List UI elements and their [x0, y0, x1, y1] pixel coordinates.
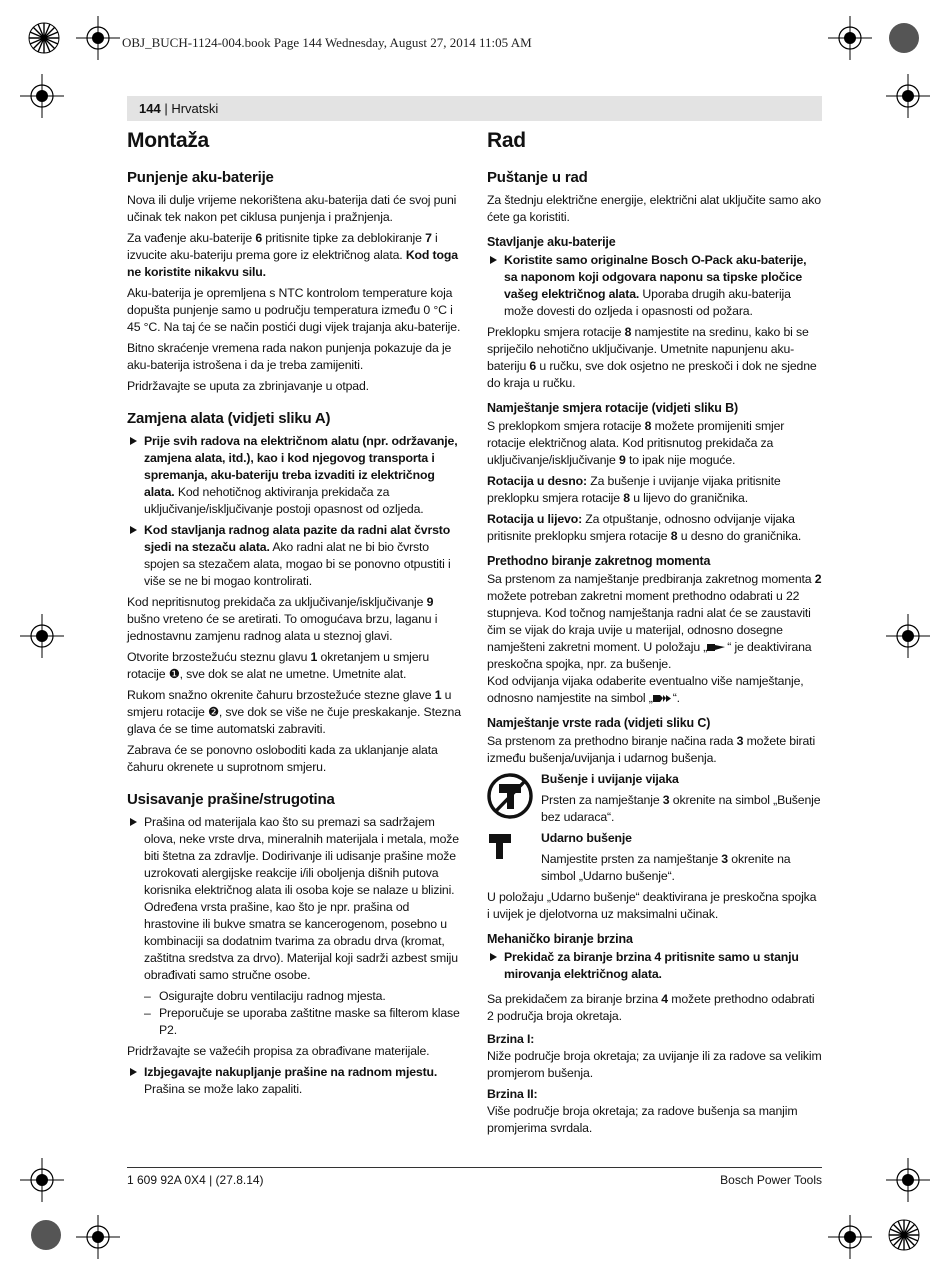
step-1-circle-icon: ❶ [168, 667, 180, 681]
bullet-item: Prije svih radova na električnom alatu (npr. održavanje, zamjena alata, itd.), kao i kod njegovog transporta i spremanja, aku-bateriju treba izvaditi iz električnog alata. Kod nehotičnog aktiviranja prekidača za uključivanje/isključivanje postoji opasnost od ozljeda. [127, 433, 462, 518]
screw-symbol-icon [653, 694, 673, 703]
crosshair-target-icon [20, 1158, 64, 1202]
bullet-item: Prekidač za biranje brzina 4 pritisnite samo u stanju mirovanja električnog alata. [487, 949, 822, 983]
paragraph: Pridržavajte se važećih propisa za obrađivane materijale. [127, 1044, 430, 1058]
mode-title: Udarno bušenje [541, 831, 632, 845]
paragraph: Kod nepritisnutog prekidača za uključivanje/isključivanje 9 bušno vreteno će se aretirati. To omogućava brzu, laganu i jednostavnu zamjenu radnog alata u steznoj glavi. [127, 595, 438, 643]
print-slug: OBJ_BUCH-1124-004.book Page 144 Wednesday, August 27, 2014 11:05 AM [122, 35, 532, 50]
paragraph: Aku-baterija je opremljena s NTC kontrolom temperature koja dopušta punjenje samo u području temperatura između 0 °C i 45 °C. Na taj će se način postići dugi vijek trajanja aku-baterije. [127, 286, 461, 334]
bullet-item: Prašina od materijala kao što su premazi sa sadržajem olova, neke vrste drva, mineralnih materijala i metala, može biti štetna za zdravlje. Dodirivanje ili udisanje prašine može uzrokovati alergijske reakcije i/ili oboljenja dišnih putova korisnika električnog alata ili osoba koje se nalaze u blizini. Određena vrsta prašine, kao što je npr. prašina od hrastovine ili bukve smatra se kancerogenom, posebno u kombinaciji sa dodatnim tvarima za obradu drva (kromat, zaštitna sredstva za drvo). Materijal koji sadrži azbest smiju obrađivati samo stručne osobe. [127, 814, 462, 984]
mode-hammer-drilling [487, 830, 822, 885]
paragraph: Sa prstenom za namještanje predbiranja zakretnog momenta 2 možete potreban zakretni moment prethodno odabrati u 22 stupnjeva. Kod točnog namještanja radni alat će se zaustaviti čim se vijak do kraja uvije u materijal, odnosno dosegne namješteni zakretni moment. U položaju „ “ je deaktivirana preskočna spojka, npr. za bušenje. [487, 572, 822, 671]
crosshair-target-icon [76, 16, 120, 60]
mode-drilling [487, 771, 822, 826]
paragraph: Sa prekidačem za biranje brzina 4 možete prethodno odabrati 2 područja broja okretaja. [487, 992, 815, 1023]
paragraph: S preklopkom smjera rotacije 8 možete promijeniti smjer rotacije električnog alata. Kod pritisnutog prekidača za uključivanje/isključivanje 9 to ipak nije moguće. [487, 419, 785, 467]
section-title-rad: Rad [487, 129, 526, 152]
page-header [139, 101, 218, 116]
paragraph: Za štednju električne energije, električni alat uključite samo ako ćete ga koristiti. [487, 193, 821, 224]
paragraph: Rotacija u lijevo: Za otpuštanje, odnosno odvijanje vijaka pritisnite preklopku smjera rotacije 8 u desno do graničnika. [487, 512, 802, 543]
heading-rotation-direction: Namještanje smjera rotacije (vidjeti sliku B) [487, 401, 738, 415]
paragraph: Preklopku smjera rotacije 8 namjestite na sredinu, kako bi se spriječilo nehotično uključivanje. Umetnite napunjenu aku-bateriju 6 u ručku, sve dok osjetno ne preskoči i dok ne sjedne do kraja u ručku. [487, 325, 817, 390]
drill-symbol-icon [707, 643, 727, 652]
crosshair-target-icon [886, 1158, 930, 1202]
heading-battery-charging: Punjenje aku-baterije [127, 169, 274, 186]
footer-doc-number: 1 609 92A 0X4 | (27.8.14) [127, 1173, 264, 1187]
bullet-item: Koristite samo originalne Bosch O-Pack aku-baterije, sa naponom koji odgovara naponu sa tipske pločice vašeg električnog alata. Uporaba drugih aku-baterija može dovesti do ozljeda i opasnosti od požara. [487, 252, 822, 320]
crosshair-target-icon [886, 74, 930, 118]
paragraph: Sa prstenom za prethodno biranje načina rada 3 možete birati između bušenja/uvijanja i udarnog bušenja. [487, 734, 816, 765]
bullet-item: Kod stavljanja radnog alata pazite da radni alat čvrsto sjedi na stezaču alata. Ako radni alat ne bi bio čvrsto spojen sa stezačem alata, mogao bi se ponovno otpustiti i više se ne bi mogao kontrolirati. [127, 522, 462, 590]
heading-battery-insert: Stavljanje aku-baterije [487, 235, 616, 249]
heading-dust-extraction: Usisavanje prašine/strugotina [127, 791, 335, 808]
heading-tool-change: Zamjena alata (vidjeti sliku A) [127, 410, 331, 427]
mode-title: Bušenje i uvijanje vijaka [541, 772, 679, 786]
left-column [127, 128, 462, 1102]
grey-dot-icon [30, 1219, 62, 1251]
hammer-drill-icon [487, 832, 533, 878]
header-separator: | [160, 101, 172, 116]
step-2-circle-icon: ❷ [207, 705, 219, 719]
crosshair-target-icon [20, 74, 64, 118]
page-header-band [127, 96, 822, 121]
star-target-icon [28, 22, 60, 54]
crosshair-target-icon [886, 614, 930, 658]
paragraph: Nova ili dulje vrijeme nekorištena aku-baterija dati će svoj puni učinak tek nakon pet ciklusa punjenja i pražnjenja. [127, 193, 457, 224]
crosshair-target-icon [76, 1215, 120, 1259]
paragraph: Rukom snažno okrenite čahuru brzostežuće stezne glave 1 u smjeru rotacije ❷, sve dok se više ne čuje preskakanje. Stezna glava će se time automatski zabraviti. [127, 688, 461, 736]
grey-dot-icon [888, 22, 920, 54]
paragraph: Pridržavajte se uputa za zbrinjavanje u otpad. [127, 379, 369, 393]
paragraph: Više područje broja okretaja; za radove bušenja sa manjim promjerima svrdala. [487, 1104, 798, 1135]
footer-rule [127, 1167, 822, 1168]
dash-item: – Osigurajte dobru ventilaciju radnog mjesta. [127, 988, 462, 1005]
right-column [487, 128, 822, 1141]
mode-text: Namjestite prsten za namještanje 3 okrenite na simbol „Udarno bušenje“. [541, 852, 791, 883]
page-number: 144 [139, 101, 161, 116]
dash-item: – Preporučuje se uporaba zaštitne maske sa filterom klase P2. [127, 1005, 462, 1039]
gear-2-label: Brzina II: [487, 1087, 538, 1101]
mode-text: Prsten za namještanje 3 okrenite na simbol „Bušenje bez udaraca“. [541, 793, 821, 824]
paragraph: Za vađenje aku-baterije 6 pritisnite tipke za deblokiranje 7 i izvucite aku-bateriju prema gore iz električnog alata. Kod toga ne koristite nikakvu silu. [127, 231, 458, 279]
bullet-item: Izbjegavajte nakupljanje prašine na radnom mjestu. Prašina se može lako zapaliti. [127, 1064, 462, 1098]
crosshair-target-icon [828, 16, 872, 60]
header-language: Hrvatski [171, 101, 219, 116]
heading-operating-mode: Namještanje vrste rada (vidjeti sliku C) [487, 716, 711, 730]
footer-brand: Bosch Power Tools [720, 1173, 822, 1187]
section-title-montaza: Montaža [127, 129, 209, 152]
heading-start-up: Puštanje u rad [487, 169, 588, 186]
gear-1-label: Brzina I: [487, 1032, 535, 1046]
paragraph: U položaju „Udarno bušenje“ deaktivirana je preskočna spojka i uvijek je djelotvorna uz maksimalni učinak. [487, 890, 817, 921]
crosshair-target-icon [828, 1215, 872, 1259]
heading-torque-preselection: Prethodno biranje zakretnog momenta [487, 554, 711, 568]
paragraph: Bitno skraćenje vremena rada nakon punjenja pokazuje da je aku-baterija istrošena i da je treba zamijeniti. [127, 341, 452, 372]
paragraph: Niže područje broja okretaja; za uvijanje ili za radove sa velikim promjerom bušenja. [487, 1049, 822, 1080]
paragraph: Rotacija u desno: Za bušenje i uvijanje vijaka pritisnite preklopku smjera rotacije 8 u lijevo do graničnika. [487, 474, 781, 505]
drill-no-impact-icon [487, 773, 533, 819]
heading-gear-selection: Mehaničko biranje brzina [487, 932, 633, 946]
paragraph: Kod odvijanja vijaka odaberite eventualno više namještanje, odnosno namjestite na simbol „ “. [487, 674, 804, 705]
paragraph: Otvorite brzostežuću steznu glavu 1 okretanjem u smjeru rotacije ❶, sve dok se alat ne umetne. Umetnite alat. [127, 650, 430, 681]
star-target-icon [888, 1219, 920, 1251]
paragraph: Zabrava će se ponovno osloboditi kada za uklanjanje alata čahuru okrenete u suprotnom smjeru. [127, 743, 438, 774]
crosshair-target-icon [20, 614, 64, 658]
